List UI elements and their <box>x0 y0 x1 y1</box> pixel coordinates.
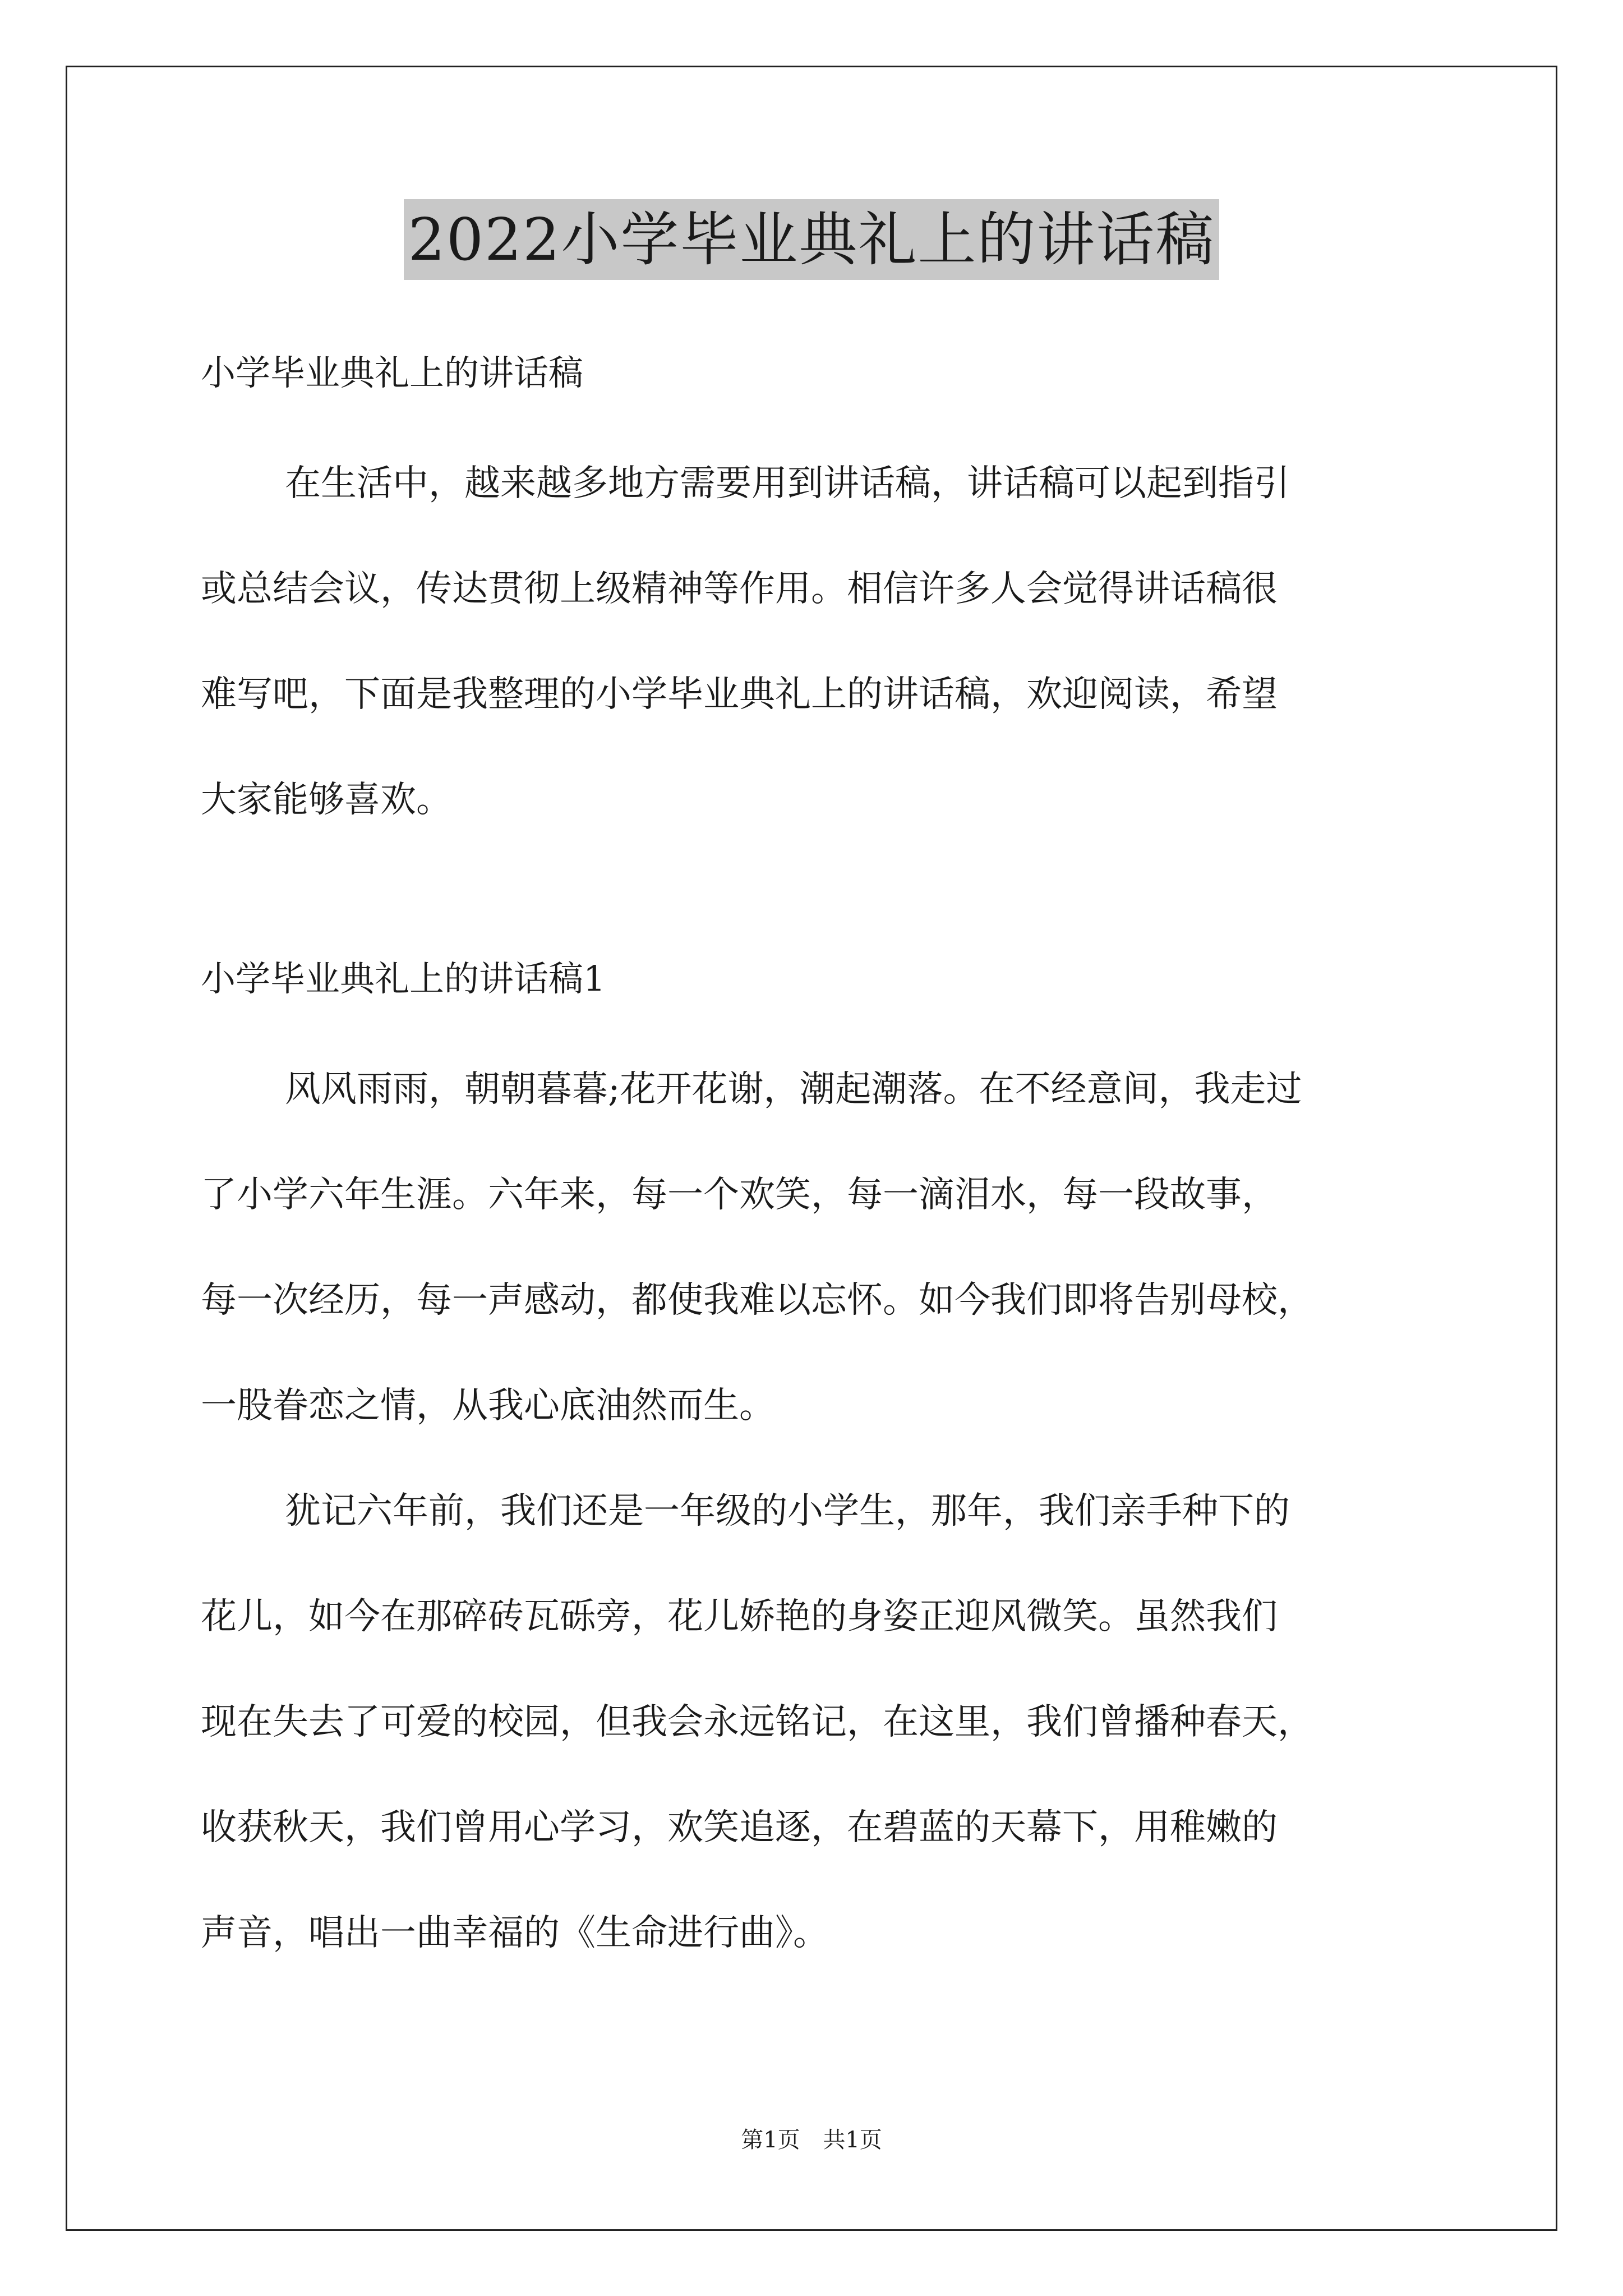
body-paragraph-1 <box>201 1037 1435 1458</box>
title-area <box>0 199 1623 280</box>
paragraph-line: 每一次经历，每一声感动，都使我难以忘怀。如今我们即将告别母校， <box>201 1280 1313 1321</box>
paragraph-line: 在生活中，越来越多地方需要用到讲话稿，讲话稿可以起到指引 <box>285 463 1290 504</box>
document-body <box>201 342 1435 1986</box>
paragraph-line: 风风雨雨，朝朝暮暮;花开花谢，潮起潮落。在不经意间，我走过 <box>285 1069 1302 1110</box>
paragraph-line: 现在失去了可爱的校园，但我会永远铭记，在这里，我们曾播种春天， <box>201 1701 1313 1743</box>
paragraph-line: 了小学六年生涯。六年来，每一个欢笑，每一滴泪水，每一段故事， <box>201 1174 1278 1216</box>
document-subheading: 小学毕业典礼上的讲话稿 <box>201 352 584 393</box>
paragraph-line: 花儿，如今在那碎砖瓦砾旁，花儿娇艳的身姿正迎风微笑。虽然我们 <box>201 1596 1278 1637</box>
page-total: 共1页 <box>823 2127 882 2153</box>
intro-paragraph <box>201 431 1435 853</box>
document-title: 2022小学毕业典礼上的讲话稿 <box>404 199 1220 280</box>
page-number: 第1页 <box>741 2127 800 2153</box>
section-heading: 小学毕业典礼上的讲话稿1 <box>201 958 606 999</box>
paragraph-line: 或总结会议，传达贯彻上级精神等作用。相信许多人会觉得讲话稿很 <box>201 568 1278 610</box>
paragraph-line: 大家能够喜欢。 <box>201 779 452 821</box>
paragraph-line: 一股眷恋之情，从我心底油然而生。 <box>201 1385 775 1427</box>
paragraph-line: 犹记六年前，我们还是一年级的小学生，那年，我们亲手种下的 <box>285 1490 1290 1532</box>
paragraph-line: 收获秋天，我们曾用心学习，欢笑追逐，在碧蓝的天幕下，用稚嫩的 <box>201 1807 1278 1848</box>
body-paragraph-2 <box>201 1458 1435 1986</box>
paragraph-line: 难写吧，下面是我整理的小学毕业典礼上的讲话稿，欢迎阅读，希望 <box>201 674 1278 715</box>
page-footer <box>0 2123 1623 2157</box>
paragraph-line: 声音，唱出一曲幸福的《生命进行曲》。 <box>201 1912 829 1954</box>
